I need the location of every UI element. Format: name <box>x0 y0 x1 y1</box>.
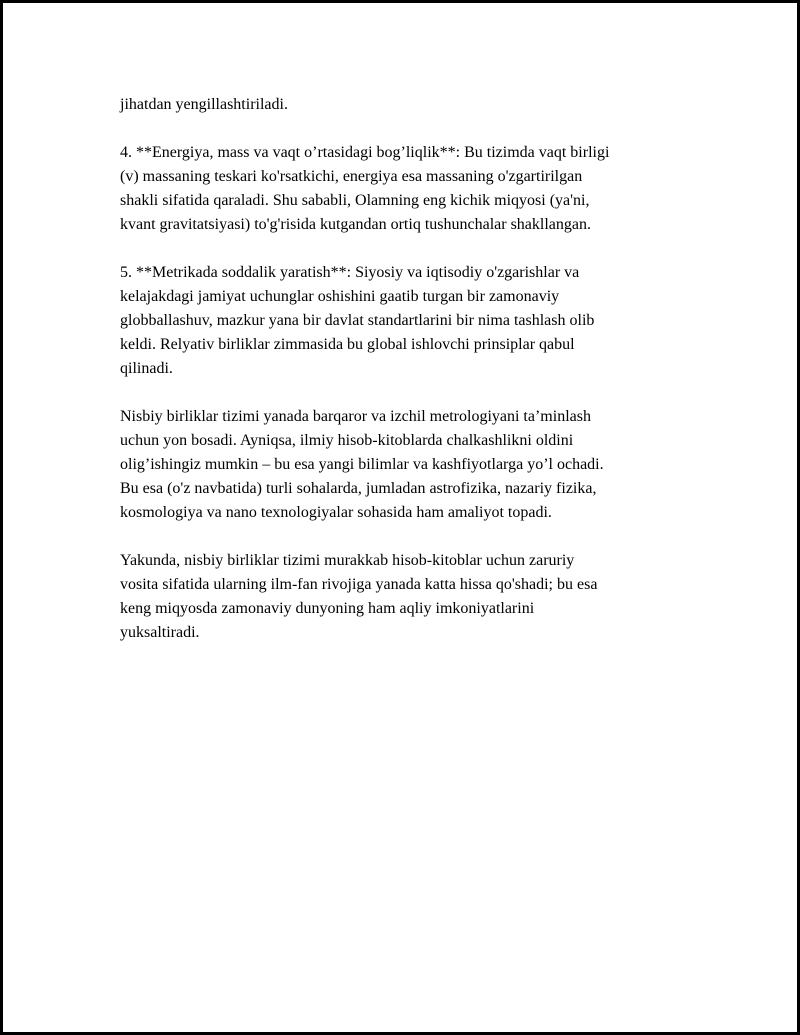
document-body <box>120 93 690 669</box>
paragraph-item-4: 4. **Energiya, mass va vaqt o’rtasidagi bog’liqlik**: Bu tizimda vaqt birligi (v) massaning teskari ko'rsatkichi, energiya esa massaning o'zgartirilgan shakli sifatida qaraladi. Shu sababli, Olamning eng kichik miqyosi (ya'ni, kvant gravitatsiyasi) to'g'risida kutgandan ortiq tushunchalar shakllangan. <box>120 144 610 233</box>
paragraph-conclusion: Yakunda, nisbiy birliklar tizimi murakkab hisob-kitoblar uchun zaruriy vosita sifatida ularning ilm-fan rivojiga yanada katta hissa qo'shadi; bu esa keng miqyosda zamonaviy dunyoning ham aqliy imkoniyatlarini yuksaltiradi. <box>120 552 598 641</box>
paragraph-continuation: jihatdan yengillashtiriladi. <box>120 96 288 113</box>
paragraph-item-5: 5. **Metrikada soddalik yaratish**: Siyosiy va iqtisodiy o'zgarishlar va kelajakdagi jamiyat uchunglar oshishini gaatib turgan bir zamonaviy globballashuv, mazkur yana bir davlat standartlarini bir nima tashlash olib keldi. Relyativ birliklar zimmasida bu global ishlovchi prinsiplar qabul qilinadi. <box>120 264 595 377</box>
paragraph-relative-units: Nisbiy birliklar tizimi yanada barqaror va izchil metrologiyani ta’minlash uchun yon bosadi. Ayniqsa, ilmiy hisob-kitoblarda chalkashlikni oldini olig’ishingiz mumkin – bu esa yangi bilimlar va kashfiyotlarga yo’l ochadi. Bu esa (o'z navbatida) turli sohalarda, jumladan astrofizika, nazariy fizika, kosmologiya va nano texnologiyalar sohasida ham amaliyot topadi. <box>120 408 604 521</box>
